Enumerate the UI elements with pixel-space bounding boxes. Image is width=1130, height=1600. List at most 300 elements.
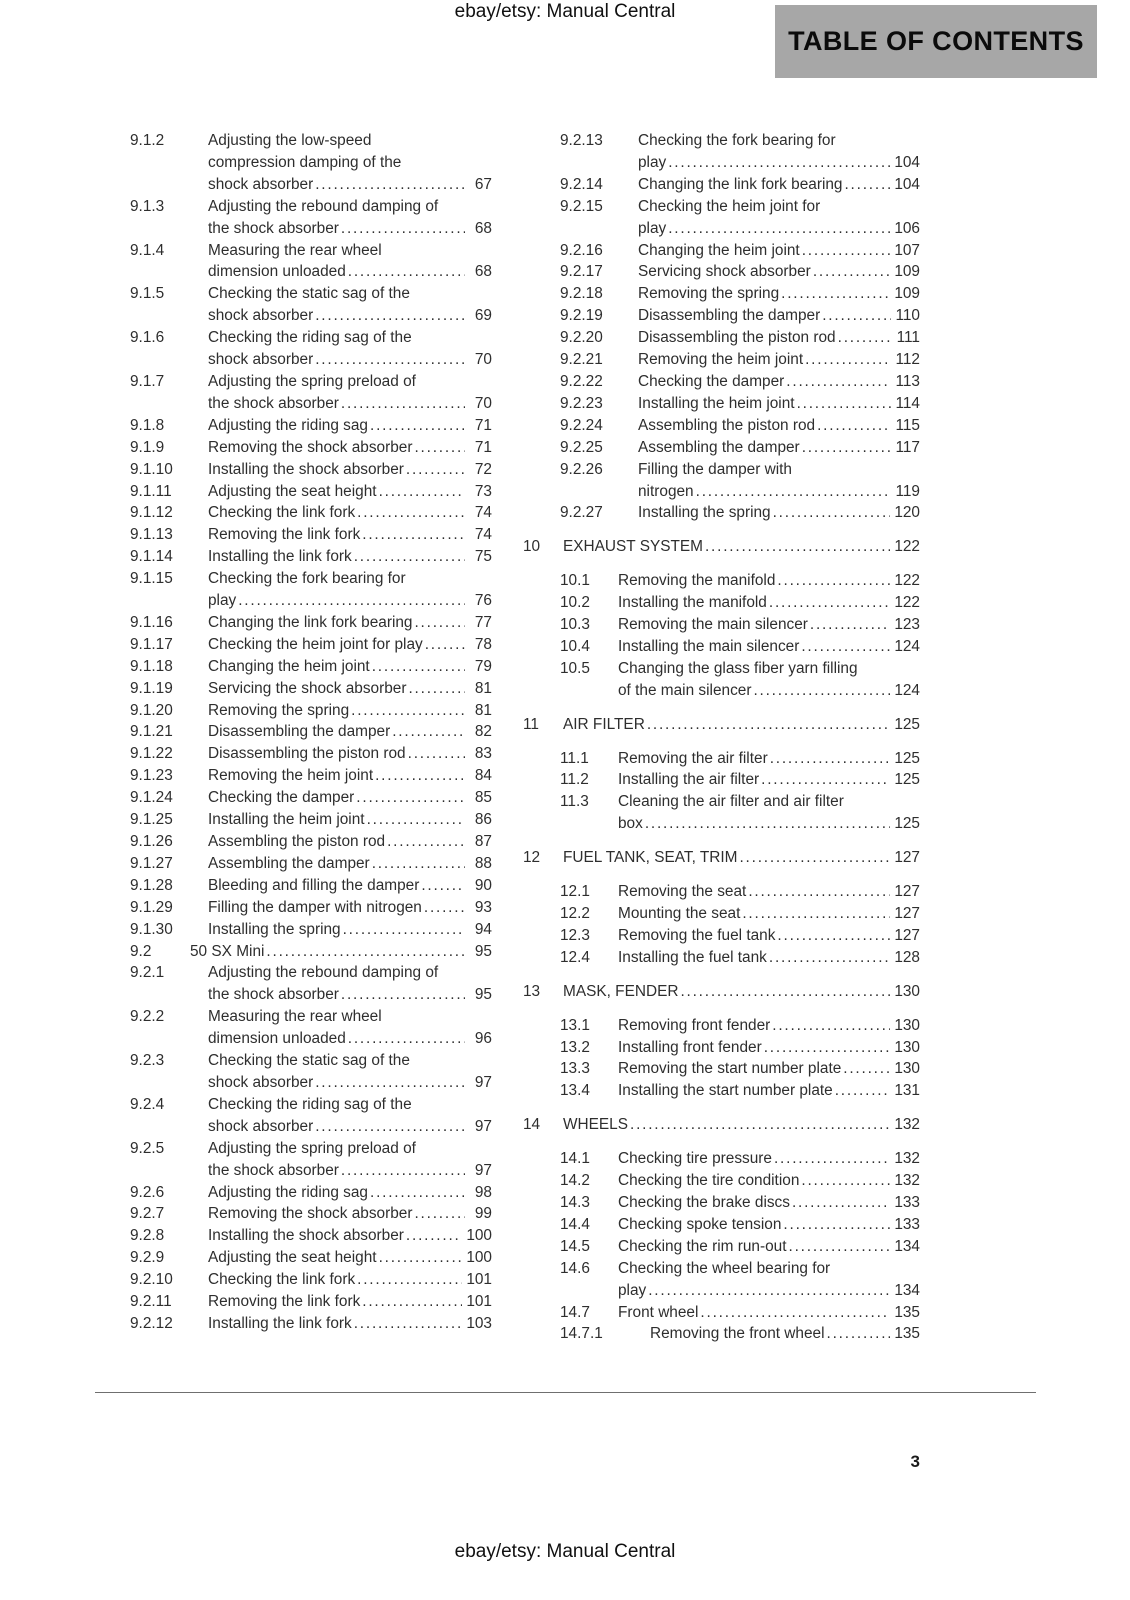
toc-entry-title	[208, 700, 492, 722]
toc-entry-number: 9.2.6	[130, 1183, 165, 1201]
toc-entry-line: Removing the manifold	[618, 572, 776, 590]
toc-entry-line: shock absorber	[208, 175, 314, 193]
toc-entry-number: 12.4	[560, 948, 590, 966]
toc-entry	[560, 1015, 920, 1037]
toc-entry-page: 109	[894, 285, 920, 303]
toc-entry-number: 9.1.7	[130, 372, 165, 390]
toc-entry-number: 9.2.14	[560, 175, 603, 193]
toc-entry-title	[563, 847, 920, 869]
toc-entry	[130, 1094, 492, 1138]
toc-entry-number: 9.2.17	[560, 263, 603, 281]
toc-entry-title	[208, 1291, 492, 1313]
toc-entry-line: Checking the heim joint for	[638, 197, 821, 215]
dot-leader	[827, 1323, 891, 1345]
toc-entry-page: 135	[894, 1325, 920, 1343]
toc-entry-title	[638, 130, 920, 174]
dot-leader	[630, 1114, 890, 1136]
toc-entry-page: 85	[474, 789, 492, 807]
toc-entry	[560, 327, 920, 349]
toc-entry-line: Adjusting the spring preload of	[208, 372, 416, 390]
toc-entry	[560, 592, 920, 614]
toc-entry-page: 130	[894, 1016, 920, 1034]
toc-entry	[130, 919, 492, 941]
toc-entry-number: 9.1.6	[130, 329, 165, 347]
toc-entry-number: 9.1.13	[130, 526, 173, 544]
toc-entry-number: 9.1.22	[130, 745, 173, 763]
dot-leader	[408, 678, 465, 700]
toc-entry-title	[638, 327, 920, 349]
dot-leader	[425, 634, 465, 656]
toc-entry-title	[208, 130, 492, 196]
toc-entry-line: Removing the spring	[208, 701, 350, 719]
dot-leader	[773, 502, 891, 524]
toc-entry-title	[208, 1203, 492, 1225]
toc-entry	[560, 1258, 920, 1302]
toc-entry-line: Disassembling the damper	[638, 307, 821, 325]
toc-entry-page: 97	[474, 1161, 492, 1179]
toc-entry-line: Adjusting the riding sag	[208, 1183, 368, 1201]
toc-entry-title	[208, 524, 492, 546]
dot-leader	[357, 1269, 462, 1291]
toc-entry-line: Adjusting the spring preload of	[208, 1139, 416, 1157]
dot-leader	[844, 174, 890, 196]
toc-entry-line: Measuring the rear wheel	[208, 1008, 382, 1026]
toc-entry-line: Removing the front wheel	[650, 1325, 825, 1343]
toc-entry-line: Changing the heim joint	[638, 241, 800, 259]
toc-entry-line: Checking tire pressure	[618, 1150, 772, 1168]
toc-entry-number: 9.1.28	[130, 876, 173, 894]
dot-leader	[406, 459, 465, 481]
toc-entry	[130, 809, 492, 831]
dot-leader	[802, 437, 892, 459]
toc-entry-line: Changing the heim joint	[208, 657, 370, 675]
toc-entry	[560, 658, 920, 702]
toc-entry-page: 88	[474, 854, 492, 872]
toc-entry-page: 78	[474, 635, 492, 653]
toc-entry	[560, 1148, 920, 1170]
toc-entry-line: Filling the damper with	[638, 460, 792, 478]
toc-entry	[130, 612, 492, 634]
toc-entry	[130, 721, 492, 743]
page-number: 3	[910, 1452, 920, 1471]
toc-entry-page: 99	[474, 1205, 492, 1223]
dot-leader	[805, 349, 891, 371]
toc-entry-title	[208, 196, 492, 240]
toc-entry	[130, 700, 492, 722]
toc-entry-number: 9.1.5	[130, 285, 165, 303]
toc-entry	[130, 634, 492, 656]
toc-entry	[130, 546, 492, 568]
toc-entry-number: 9.1.17	[130, 635, 173, 653]
toc-entry	[560, 1170, 920, 1192]
table-of-contents-banner	[775, 5, 1097, 78]
dot-leader	[315, 1072, 465, 1094]
toc-entry-title	[618, 947, 920, 969]
toc-entry-title	[618, 1236, 920, 1258]
toc-entry-line: Filling the damper with nitrogen	[208, 898, 422, 916]
toc-entry-title	[208, 919, 492, 941]
toc-entry-page: 93	[474, 898, 492, 916]
toc-entry	[130, 371, 492, 415]
toc-entry-page: 76	[474, 592, 492, 610]
toc-entry-title	[618, 658, 920, 702]
dot-leader	[835, 1080, 891, 1102]
toc-entry-line: Assembling the piston rod	[208, 833, 386, 850]
toc-entry-title	[618, 791, 920, 835]
toc-entry-number: 9.1.2	[130, 132, 165, 149]
toc-entry	[130, 502, 492, 524]
toc-entry-title	[638, 196, 920, 240]
toc-entry	[130, 941, 492, 963]
toc-entry-line: Disassembling the damper	[208, 723, 391, 741]
dot-leader	[357, 502, 465, 524]
dot-leader	[370, 415, 465, 437]
toc-entry-title	[638, 283, 920, 305]
dot-leader	[786, 371, 891, 393]
toc-entry-page: 95	[474, 942, 492, 960]
toc-entry-line: play	[638, 153, 667, 171]
dot-leader	[770, 748, 891, 770]
toc-entry-page: 120	[894, 504, 920, 522]
toc-entry-title	[618, 1015, 920, 1037]
toc-entry-number: 11.1	[560, 749, 589, 767]
toc-entry	[130, 459, 492, 481]
toc-entry-line: Checking the riding sag of the	[208, 1095, 412, 1113]
toc-entry	[523, 847, 920, 869]
toc-entry-number: 11.2	[560, 771, 589, 789]
toc-entry-number: 9.2.21	[560, 351, 603, 369]
toc-entry-line: Changing the glass fiber yarn filling	[618, 659, 858, 677]
dot-leader	[774, 1148, 890, 1170]
toc-entry-title	[208, 1225, 492, 1247]
dot-leader	[838, 327, 893, 349]
toc-entry-title	[618, 614, 920, 636]
toc-entry-page: 75	[474, 548, 492, 566]
toc-entry	[130, 1247, 492, 1269]
toc-entry-page: 114	[895, 394, 920, 412]
toc-entry-line: Removing front fender	[618, 1016, 771, 1034]
toc-entry-line: Adjusting the low-speed	[208, 132, 372, 149]
dot-leader	[238, 590, 465, 612]
toc-entry-number: 14.1	[560, 1150, 590, 1168]
toc-entry	[560, 305, 920, 327]
toc-entry-number: 13.4	[560, 1082, 590, 1100]
toc-entry-line: play	[618, 1281, 647, 1299]
dot-leader	[351, 700, 465, 722]
toc-entry-line: Installing the spring	[208, 920, 341, 938]
toc-entry-number: 14.3	[560, 1193, 590, 1211]
toc-entry-title	[208, 853, 492, 875]
toc-entry	[130, 437, 492, 459]
toc-entry-line: the shock absorber	[208, 1161, 339, 1179]
toc-entry-line: Removing the shock absorber	[208, 438, 413, 456]
toc-entry-title	[208, 437, 492, 459]
toc-entry-line: Removing the heim joint	[208, 767, 374, 785]
dot-leader	[408, 743, 465, 765]
toc-entry-page: 97	[474, 1073, 492, 1091]
toc-entry	[560, 130, 920, 174]
toc-entry-title	[618, 1148, 920, 1170]
dot-leader	[348, 261, 465, 283]
toc-entry-line: Servicing shock absorber	[638, 263, 811, 281]
dot-leader	[341, 1160, 465, 1182]
toc-entry-number: 9.2.4	[130, 1095, 165, 1113]
toc-entry-page: 70	[474, 351, 492, 369]
toc-entry-page: 123	[894, 616, 920, 634]
toc-entry-line: Changing the link fork bearing	[638, 175, 843, 193]
toc-entry-number: 9.1.15	[130, 570, 173, 588]
toc-entry	[130, 1182, 492, 1204]
toc-entry	[560, 174, 920, 196]
dot-leader	[797, 393, 892, 415]
dot-leader	[742, 903, 890, 925]
toc-entry-line: Installing the shock absorber	[208, 460, 404, 478]
toc-entry-title	[650, 1323, 920, 1345]
toc-entry-number: 14.5	[560, 1237, 590, 1255]
dot-leader	[696, 481, 892, 503]
toc-entry-title	[618, 881, 920, 903]
toc-entry	[560, 570, 920, 592]
toc-entry	[130, 743, 492, 765]
toc-entry-line: dimension unloaded	[208, 1030, 346, 1048]
toc-entry-number: 9.2	[130, 942, 152, 960]
toc-entry-page: 96	[474, 1030, 492, 1048]
toc-entry-number: 9.1.8	[130, 416, 165, 434]
dot-leader	[375, 765, 465, 787]
toc-entry-title	[208, 831, 492, 853]
dot-leader	[370, 1182, 465, 1204]
toc-entry-title	[208, 743, 492, 765]
toc-entry-number: 9.2.22	[560, 372, 603, 390]
toc-entry	[130, 1313, 492, 1335]
toc-entry-title	[208, 240, 492, 284]
toc-entry-title	[208, 765, 492, 787]
toc-entry-page: 68	[474, 263, 492, 281]
toc-entry-number: 9.2.11	[130, 1293, 172, 1311]
toc-entry	[130, 1138, 492, 1182]
dot-leader	[680, 981, 890, 1003]
toc-entry-line: Checking the damper	[638, 372, 785, 390]
toc-entry-page: 130	[894, 1060, 920, 1078]
dot-leader	[315, 305, 465, 327]
dot-leader	[354, 1313, 463, 1335]
toc-entry-page: 119	[895, 482, 920, 500]
toc-entry-page: 111	[896, 329, 920, 347]
toc-entry-line: WHEELS	[563, 1116, 628, 1134]
toc-entry-title	[208, 634, 492, 656]
toc-entry-title	[618, 748, 920, 770]
toc-entry-number: 9.1.11	[130, 482, 172, 500]
toc-entry	[130, 240, 492, 284]
toc-entry-page: 132	[894, 1172, 920, 1190]
toc-entry-line: Servicing the shock absorber	[208, 679, 407, 697]
toc-entry-number: 9.2.19	[560, 307, 603, 325]
dot-leader	[668, 218, 890, 240]
toc-entry-title	[208, 459, 492, 481]
toc-entry-page: 73	[474, 482, 492, 500]
toc-entry	[560, 459, 920, 503]
toc-entry-title	[208, 568, 492, 612]
toc-entry	[130, 962, 492, 1006]
toc-entry-number: 11	[523, 715, 539, 733]
toc-entry-line: Checking the wheel bearing for	[618, 1259, 831, 1277]
toc-entry-line: the shock absorber	[208, 986, 339, 1004]
toc-entry-line: Removing the heim joint	[638, 351, 804, 369]
toc-entry-line: the shock absorber	[208, 394, 339, 412]
toc-entry-number: 9.1.21	[130, 723, 173, 741]
toc-entry-page: 134	[894, 1237, 920, 1255]
dot-leader	[379, 1247, 463, 1269]
toc-entry-page: 115	[895, 416, 920, 434]
toc-entry-title	[563, 714, 920, 736]
toc-entry-number: 12.2	[560, 905, 590, 922]
dot-leader	[843, 1058, 890, 1080]
toc-entry-title	[208, 897, 492, 919]
toc-entry-page: 103	[466, 1314, 492, 1332]
toc-entry	[130, 327, 492, 371]
toc-entry-page: 130	[894, 1038, 920, 1056]
toc-entry-number: 14.7	[560, 1303, 590, 1321]
toc-entry-number: 12	[523, 849, 541, 867]
toc-entry-page: 127	[894, 849, 920, 867]
toc-entry	[560, 283, 920, 305]
banner-title: TABLE OF CONTENTS	[788, 26, 1084, 56]
toc-entry-number: 9.1.9	[130, 438, 165, 456]
toc-entry	[560, 925, 920, 947]
dot-leader	[801, 1170, 890, 1192]
toc-entry-title	[208, 1182, 492, 1204]
toc-entry-title	[563, 536, 920, 558]
toc-entry-line: Removing the air filter	[618, 749, 768, 767]
toc-entry-number: 11.3	[560, 793, 589, 811]
toc-entry-line: Checking the heim joint for play	[208, 635, 423, 653]
toc-entry-line: Bleeding and filling the damper	[208, 876, 420, 894]
toc-entry-line: Removing the seat	[618, 883, 747, 901]
toc-entry-title	[618, 592, 920, 614]
dot-leader	[802, 240, 891, 262]
toc-entry-page: 122	[894, 572, 920, 590]
toc-entry-line: Installing the manifold	[618, 594, 767, 612]
toc-entry-title	[618, 769, 920, 791]
toc-entry-title	[208, 612, 492, 634]
toc-entry-page: 122	[894, 594, 920, 612]
toc-entry-line: 50 SX Mini	[190, 942, 265, 960]
toc-entry-number: 9.1.25	[130, 811, 173, 829]
toc-entry-title	[208, 1269, 492, 1291]
toc-entry-number: 9.1.27	[130, 854, 173, 872]
toc-entry-page: 134	[894, 1281, 920, 1299]
toc-entry-page: 133	[894, 1193, 920, 1211]
toc-entry	[560, 349, 920, 371]
toc-entry-number: 10	[523, 538, 541, 556]
toc-entry	[130, 1050, 492, 1094]
toc-entry	[560, 1080, 920, 1102]
toc-entry-number: 9.1.10	[130, 460, 173, 478]
toc-entry-page: 94	[474, 920, 492, 938]
toc-entry	[130, 853, 492, 875]
toc-entry-number: 9.2.27	[560, 504, 603, 522]
toc-entry	[130, 524, 492, 546]
toc-entry-line: Removing the spring	[638, 285, 780, 303]
toc-entry-page: 112	[895, 351, 920, 369]
toc-entry-line: Assembling the damper	[638, 438, 800, 456]
toc-entry	[560, 1058, 920, 1080]
toc-entry	[560, 196, 920, 240]
toc-entry-number: 9.1.3	[130, 197, 165, 215]
toc-entry-number: 14.6	[560, 1259, 590, 1277]
toc-entry-line: Adjusting the seat height	[208, 1249, 377, 1267]
toc-entry-line: Disassembling the piston rod	[208, 745, 406, 763]
toc-columns	[130, 130, 920, 1345]
toc-entry-line: Adjusting the rebound damping of	[208, 964, 439, 982]
toc-entry	[560, 1192, 920, 1214]
toc-entry-number: 12.1	[560, 883, 590, 901]
toc-entry-title	[208, 327, 492, 371]
toc-entry-page: 104	[894, 153, 920, 171]
toc-entry-title	[208, 1006, 492, 1050]
toc-entry	[560, 791, 920, 835]
toc-entry-page: 82	[474, 723, 492, 741]
toc-entry	[130, 283, 492, 327]
toc-entry-number: 14.2	[560, 1172, 590, 1190]
toc-entry-title	[618, 925, 920, 947]
toc-entry-number: 14	[523, 1116, 541, 1134]
dot-leader	[341, 218, 465, 240]
toc-entry-line: Checking the damper	[208, 789, 355, 807]
toc-entry-line: Installing the fuel tank	[618, 948, 767, 966]
toc-entry-number: 9.2.12	[130, 1314, 173, 1332]
toc-entry-title	[618, 1258, 920, 1302]
toc-entry-line: Cleaning the air filter and air filter	[618, 793, 844, 811]
toc-entry-title	[638, 459, 920, 503]
dot-leader	[668, 152, 890, 174]
toc-entry-title	[208, 721, 492, 743]
toc-entry-line: nitrogen	[638, 482, 694, 500]
toc-entry-page: 124	[894, 637, 920, 655]
toc-entry-number: 9.2.24	[560, 416, 603, 434]
toc-entry-number: 13.1	[560, 1016, 590, 1034]
toc-entry-number: 10.4	[560, 637, 590, 655]
toc-entry	[523, 714, 920, 736]
toc-entry-line: Disassembling the piston rod	[638, 329, 836, 347]
toc-entry-title	[208, 546, 492, 568]
dot-leader	[406, 1225, 462, 1247]
toc-entry-title	[638, 371, 920, 393]
toc-entry-number: 14.4	[560, 1215, 590, 1233]
toc-entry	[560, 636, 920, 658]
dot-leader	[813, 261, 891, 283]
toc-entry-line: Removing the start number plate	[618, 1060, 842, 1078]
toc-entry-title	[638, 393, 920, 415]
toc-entry-number: 13.3	[560, 1060, 590, 1078]
dot-leader	[817, 415, 891, 437]
toc-entry	[130, 897, 492, 919]
toc-entry-line: play	[638, 219, 667, 237]
toc-entry-line: Assembling the piston rod	[638, 416, 816, 434]
toc-entry-number: 9.2.1	[130, 964, 165, 982]
toc-entry-number: 9.1.20	[130, 701, 173, 719]
toc-entry-title	[190, 941, 492, 963]
toc-entry-title	[618, 1302, 920, 1324]
toc-entry	[130, 678, 492, 700]
toc-entry-number: 14.7.1	[560, 1325, 603, 1343]
dot-leader	[783, 1214, 890, 1236]
toc-entry-title	[208, 875, 492, 897]
toc-entry-line: Installing the main silencer	[618, 637, 800, 655]
toc-entry-number: 10.5	[560, 659, 590, 677]
toc-entry-page: 127	[894, 926, 920, 944]
toc-entry-title	[638, 437, 920, 459]
